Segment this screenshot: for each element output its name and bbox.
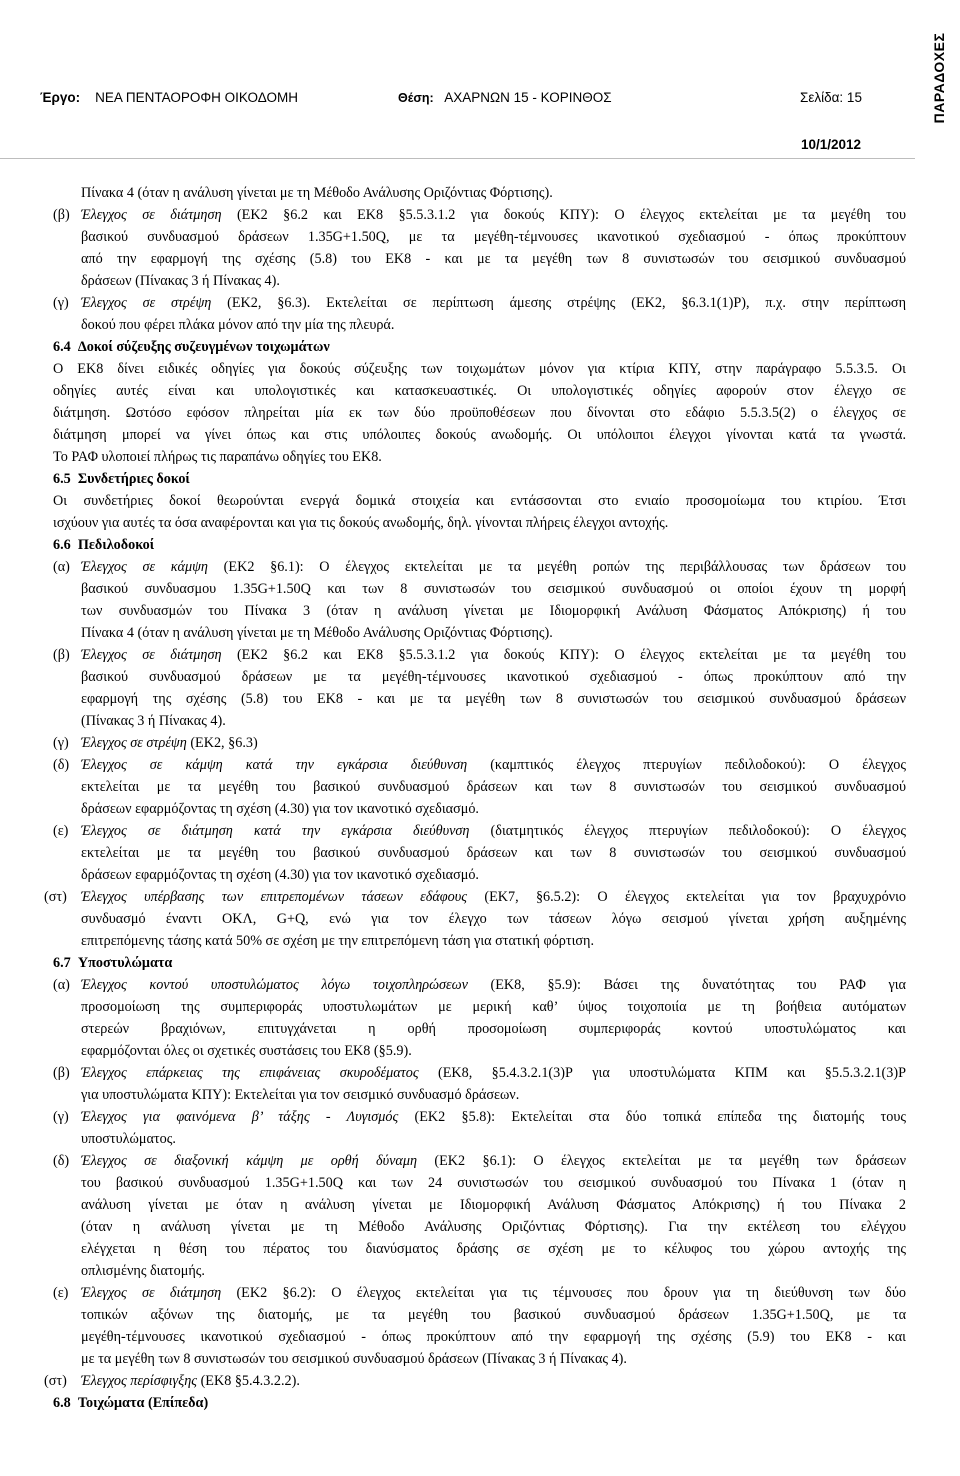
text-line: δράσεων (Πίνακας 3 ή Πίνακας 4). xyxy=(81,273,280,289)
section-number: 6.6 xyxy=(53,537,71,553)
text-line: διάτμηση μπορεί να γίνει όπως και στις υπόλοιπες δοκούς ανωδομής. Οι υπόλοιποι έλεγχοι γίνονται κατά τα γνωστά. xyxy=(53,427,906,443)
text-line xyxy=(81,557,906,579)
text-line: τοπικών αξόνων της διατομής, με τα μεγέθη του βασικού συνδυασμού δράσεων 1.35G+1.50Q, με τα xyxy=(81,1307,906,1323)
text-line xyxy=(81,1283,906,1305)
item-title: Έλεγχος περίσφιγξης xyxy=(81,1373,198,1389)
item-title: Έλεγχος σε διάτμηση xyxy=(81,647,222,663)
project-value: ΝΕΑ ΠΕΝΤΑΟΡΟΦΗ ΟΙΚΟΔΟΜΗ xyxy=(95,90,298,105)
text-line: Πίνακα 4 (όταν η ανάλυση γίνεται με τη Μέθοδο Ανάλυσης Οριζόντιας Φόρτισης). xyxy=(81,625,553,641)
section-title: Πεδιλοδοκοί xyxy=(77,537,155,553)
text-line: οδηγίες αυτές είναι και υπολογιστικές και κατασκευαστικές. Οι υπολογιστικές οδηγίες αφορούν στον έλεγχο σε xyxy=(53,383,906,399)
text-line xyxy=(81,887,906,909)
text-line: με τα μεγέθη των 8 συνιστωσών του σεισμικού συνδυασμού δράσεων (Πίνακας 3 ή Πίνακας 4). xyxy=(81,1351,627,1367)
project-info xyxy=(40,90,298,105)
text-line xyxy=(81,1371,300,1393)
text-line: ανάλυση γίνεται με όταν η ανάλυση γίνεται με Ιδιομορφική Ανάλυση Φάσματος Απόκρισης) ή του Πίνακα 2 xyxy=(81,1197,906,1213)
text-line xyxy=(81,755,906,777)
section-title: Τοιχώματα (Επίπεδα) xyxy=(77,1395,209,1411)
item-title: Έλεγχος κοντού υποστυλώματος λόγω τοιχοπληρώσεων xyxy=(81,977,468,993)
item-title: Έλεγχος επάρκειας της επιφάνειας σκυροδέματος xyxy=(81,1065,419,1081)
section-heading xyxy=(53,337,330,359)
text-line: δοκού που φέρει πλάκα μόνον από την μία της πλευρά. xyxy=(81,317,395,333)
text-line: Ο ΕΚ8 δίνει ειδικές οδηγίες για δοκούς σύζευξης των τοιχωμάτων μόνον για κτίρια ΚΠΥ, στην παράγραφο 5.5.3.5. Οι xyxy=(53,361,906,377)
item-marker: (β) xyxy=(53,647,70,663)
item-marker: (α) xyxy=(53,977,70,993)
item-text: (ΕΚ8, §5.9): Βάσει της δυνατότητας του ΡΑΦ για xyxy=(467,977,906,993)
text-line: ελέγχεται η θέση του πέρατος του διανύσματος δράσης σε σχέση με το κέλυφος του χώρου αντοχής της xyxy=(81,1241,906,1257)
item-text: (ΕΚ2 §5.8): Εκτελείται στα δύο τοπικά επίπεδα της διατομής τους xyxy=(398,1109,906,1125)
side-tab xyxy=(918,0,960,1476)
item-title: Έλεγχος σε διαξονική κάμψη με ορθή δύναμη xyxy=(81,1153,418,1169)
text-line: συνδυασμό έναντι ΟΚΛ, G+Q, ενώ για τον έλεγχο των τάσεων λόγω σεισμού γίνεται χρήση αυξημένης xyxy=(81,911,906,927)
text-line: εφαρμόζονται όλες οι σχετικές συστάσεις του ΕΚ8 (§5.9). xyxy=(81,1043,412,1059)
section-number: 6.4 xyxy=(53,339,71,355)
item-title: Έλεγχος υπέρβασης των επιτρεπομένων τάσεων εδάφους xyxy=(81,889,468,905)
text-line: βασικού συνδυασμού δράσεων 1.35G+1.50Q, με τα μεγέθη-τέμνουσες ικανοτικού σχεδιασμού - όπως προκύπτουν xyxy=(81,229,906,245)
section-heading xyxy=(53,953,172,975)
text-line: για υποστυλώματα ΚΠΥ): Εκτελείται για τον σεισμικό συνδυασμό δράσεων. xyxy=(81,1087,520,1103)
text-line xyxy=(81,645,906,667)
text-line xyxy=(81,1063,906,1085)
text-line: βασικού συνδυασμού δράσεων με τα μεγέθη-τέμνουσες ικανοτικού σχεδιασμού - όπως προκύπτουν από την xyxy=(81,669,906,685)
item-text: (καμπτικός έλεγχος πτερυγίων πεδιλοδοκού): Ο έλεγχος xyxy=(467,757,906,773)
item-title: Έλεγχος σε κάμψη κατά την εγκάρσια διεύθυνση xyxy=(81,757,468,773)
item-text: (ΕΚ2 §6.2 και ΕΚ8 §5.5.3.1.2 για δοκούς ΚΠΥ): Ο έλεγχος εκτελείται με τα μεγέθη του xyxy=(221,647,906,663)
section-title: Συνδετήριες δοκοί xyxy=(77,471,190,487)
text-line: οπλισμένης διατομής. xyxy=(81,1263,205,1279)
text-line: (όταν η ανάλυση γίνεται με τη Μέθοδο Ανάλυσης Οριζόντιας Φόρτισης). Για την εκτέλεση του ελέγχου xyxy=(81,1219,906,1235)
section-title: Υποστυλώματα xyxy=(77,955,173,971)
text-line: (Πίνακας 3 ή Πίνακας 4). xyxy=(81,713,226,729)
text-line xyxy=(81,205,906,227)
text-line: δράσεων εφαρμόζοντας τη σχέση (4.30) για τον ικανοτικό σχεδιασμό. xyxy=(81,801,479,817)
item-text: (ΕΚ8, §5.4.3.2.1(3)Ρ για υποστυλώματα ΚΠΜ και §5.5.3.2.1(3)Ρ xyxy=(418,1065,906,1081)
text-line: δράσεων εφαρμόζοντας τη σχέση (4.30) για τον ικανοτικό σχεδιασμό. xyxy=(81,867,479,883)
text-line: στερεών βραχιόνων, επιτυγχάνεται η ορθή προσομοίωση συμπεριφοράς κοντού υποστυλώματος και xyxy=(81,1021,906,1037)
text-line xyxy=(81,733,258,755)
text-line: Το ΡΑΦ υλοποιεί πλήρως τις παραπάνω οδηγίες του ΕΚ8. xyxy=(53,449,382,465)
item-title: Έλεγχος σε κάμψη xyxy=(81,559,208,575)
item-title: Έλεγχος σε διάτμηση κατά την εγκάρσια διεύθυνση xyxy=(81,823,470,839)
item-marker: (δ) xyxy=(53,1153,70,1169)
item-text: (ΕΚ2 §6.1): Ο έλεγχος εκτελείται με τα μεγέθη των δράσεων xyxy=(417,1153,906,1169)
text-line xyxy=(81,1107,906,1129)
text-line: προσομοίωση της συμπεριφοράς υποστυλωμάτων με μερική καθ’ ύψος τοιχοποιία με τη βοήθεια αυτόματων xyxy=(81,999,906,1015)
item-title: Έλεγχος για φαινόμενα β’ τάξης - Λυγισμός xyxy=(81,1109,399,1125)
location-label: Θέση: xyxy=(398,91,434,105)
item-marker: (ε) xyxy=(53,823,69,839)
item-title: Έλεγχος σε διάτμηση xyxy=(81,207,222,223)
location-value: ΑΧΑΡΝΩΝ 15 - ΚΟΡΙΝΘΟΣ xyxy=(444,90,612,105)
section-heading xyxy=(53,1393,208,1415)
item-text: (ΕΚ2 §6.2 και ΕΚ8 §5.5.3.1.2 για δοκούς ΚΠΥ): Ο έλεγχος εκτελείται με τα μεγέθη του xyxy=(221,207,906,223)
text-line: του βασικού συνδυασμού 1.35G+1.50Q και των 24 συνιστωσών του σεισμικού συνδυασμού του Πίνακα 1 (όταν η xyxy=(81,1175,906,1191)
text-line xyxy=(81,821,906,843)
text-line xyxy=(81,975,906,997)
text-line: εκτελείται με τα μεγέθη του βασικού συνδυασμού δράσεων και των 8 συνιστωσών του σεισμικού συνδυασμού xyxy=(81,779,906,795)
page-header xyxy=(0,0,960,160)
text-line: μεγέθη-τέμνουσες ικανοτικού σχεδιασμού - όπως προκύπτουν από την εφαρμογή της σχέσης (5.9) του ΕΚ8 - και xyxy=(81,1329,906,1345)
section-heading xyxy=(53,535,154,557)
side-tab-label: ΠΑΡΑΔΟΧΕΣ xyxy=(931,32,947,124)
item-text: (ΕΚ8 §5.4.3.2.2). xyxy=(197,1373,300,1389)
text-line: από την εφαρμογή της σχέσης (5.8) του ΕΚ8 - και με τα μεγέθη των 8 συνιστωσών του σεισμικού συνδυασμού xyxy=(81,251,906,267)
item-marker: (β) xyxy=(53,207,70,223)
text-line xyxy=(81,293,906,315)
item-text: (ΕΚ2 §6.1): Ο έλεγχος εκτελείται με τα μεγέθη ροπών της περιβάλλουσας των δράσεων του xyxy=(207,559,906,575)
item-marker: (γ) xyxy=(53,1109,69,1125)
item-text: (ΕΚ2, §6.3). Εκτελείται σε περίπτωση άμεσης στρέψης (ΕΚ2, §6.3.1(1)Ρ), π.χ. στην περίπτωση xyxy=(211,295,906,311)
item-marker: (στ) xyxy=(44,1373,67,1389)
item-title: Έλεγχος σε στρέψη xyxy=(81,295,212,311)
item-text: (ΕΚ2 §6.2): Ο έλεγχος εκτελείται για τις τέμνουσες που δρουν για τη διεύθυνση των δύο xyxy=(221,1285,906,1301)
item-title: Έλεγχος σε διάτμηση xyxy=(81,1285,222,1301)
item-marker: (ε) xyxy=(53,1285,69,1301)
item-text: (διατμητικός έλεγχος πτερυγίων πεδιλοδοκού): Ο έλεγχος xyxy=(469,823,906,839)
header-divider xyxy=(0,158,915,159)
item-text: (ΕΚ2, §6.3) xyxy=(186,735,258,751)
text-line: των συνδυασμών του Πίνακα 3 (όταν η ανάλυση γίνεται με Ιδιομορφική Ανάλυση Φάσματος Απόκρισης) ή του xyxy=(81,603,906,619)
item-text: (ΕΚ7, §6.5.2): Ο έλεγχος εκτελείται για τον βραχυχρόνιο xyxy=(467,889,906,905)
text-line: Οι συνδετήριες δοκοί θεωρούνται ενεργά δομικά στοιχεία και εντάσσονται στο ενιαίο προσομοίωμα του κτιρίου. Έτσι xyxy=(53,493,906,509)
text-line: υποστυλώματος. xyxy=(81,1131,176,1147)
section-number: 6.5 xyxy=(53,471,71,487)
section-heading xyxy=(53,469,190,491)
page-number: Σελίδα: 15 xyxy=(800,90,862,105)
text-line: εκτελείται με τα μεγέθη του βασικού συνδυασμού δράσεων και των 8 συνιστωσών του σεισμικού συνδυασμού xyxy=(81,845,906,861)
section-number: 6.8 xyxy=(53,1395,71,1411)
text-line: βασικού συνδυασμου 1.35G+1.50Q και των 8 συνιστωσών του σεισμικού συνδυασμού οι οποίοι έχουν τη μορφή xyxy=(81,581,906,597)
item-marker: (γ) xyxy=(53,295,69,311)
section-title: Δοκοί σύζευξης συζευγμένων τοιχωμάτων xyxy=(77,339,330,355)
text-line: διάτμηση. Ωστόσο εφόσον πληρείται μία εκ των δύο προϋποθέσεων που δίνονται στο εδάφιο 5.5.3.5(2) ο έλεγχος σε xyxy=(53,405,906,421)
item-title: Έλεγχος σε στρέψη xyxy=(81,735,187,751)
item-marker: (γ) xyxy=(53,735,69,751)
section-number: 6.7 xyxy=(53,955,71,971)
item-marker: (β) xyxy=(53,1065,70,1081)
text-line: εφαρμογή της σχέσης (5.8) του ΕΚ8 - και με τα μεγέθη των 8 συνιστωσών του σεισμικού συνδυασμού δράσεων xyxy=(81,691,906,707)
item-marker: (στ) xyxy=(44,889,67,905)
item-marker: (α) xyxy=(53,559,70,575)
project-label: Έργο: xyxy=(40,90,81,105)
text-line xyxy=(81,1151,906,1173)
text-line: Πίνακα 4 (όταν η ανάλυση γίνεται με τη Μέθοδο Ανάλυσης Οριζόντιας Φόρτισης). xyxy=(81,185,553,201)
document-date: 10/1/2012 xyxy=(801,137,862,152)
item-marker: (δ) xyxy=(53,757,70,773)
location-info xyxy=(398,90,612,105)
text-line: επιτρεπόμενης τάσης κατά 50% σε σχέση με την επιτρεπόμενη τάση για στατική φόρτιση. xyxy=(81,933,595,949)
text-line: ισχύουν για αυτές τα όσα αναφέρονται και για τις δοκούς ανωδομής, δηλ. γίνονται πλήρεις έλεγχοι αντοχής. xyxy=(53,515,669,531)
